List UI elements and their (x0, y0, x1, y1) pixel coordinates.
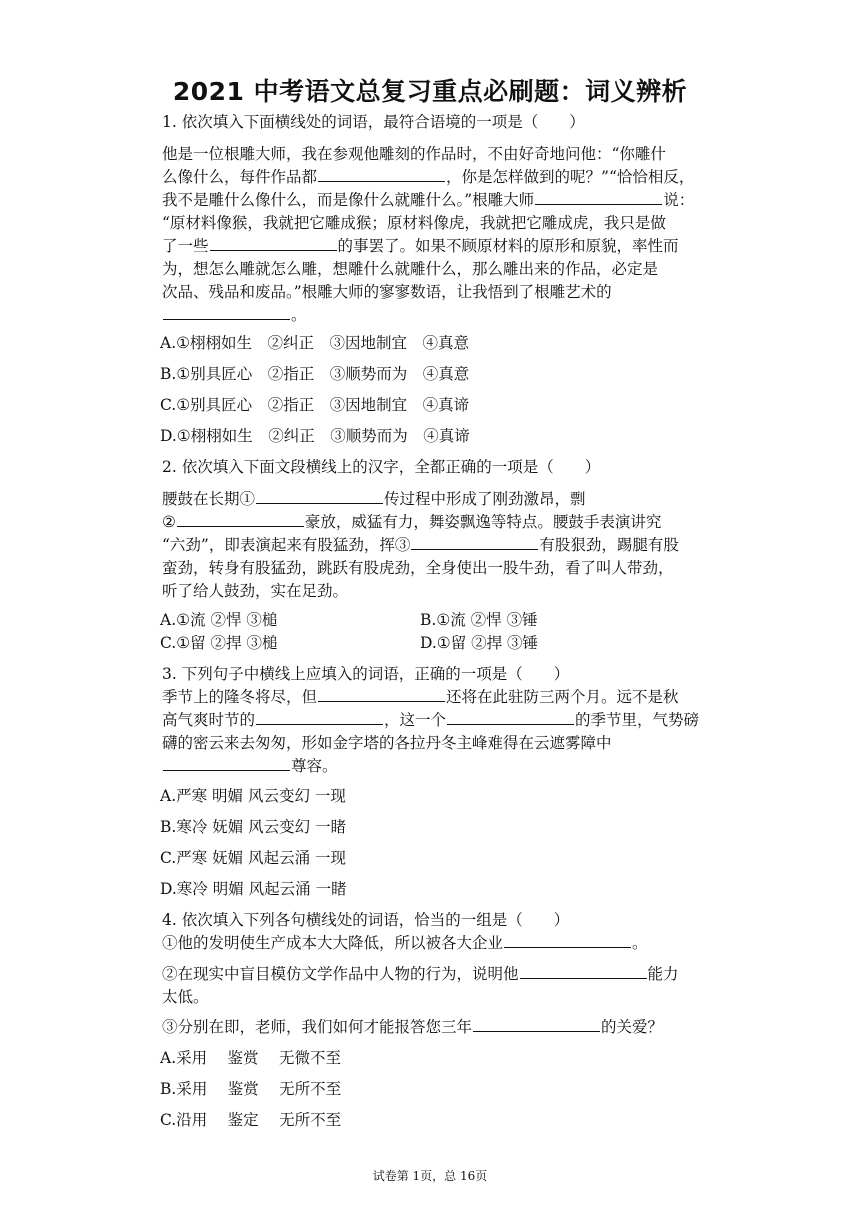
q4-option-a: A.采用 鉴赏 无微不至 (160, 1049, 341, 1067)
q3-line: 季节上的隆冬将尽，但 还将在此驻防三两个月。远不是秋 (162, 685, 679, 709)
q2-option-d: D.①留 ②捍 ③锤 (420, 634, 539, 652)
q1-line: “原材料像猴，我就把它雕成猴；原材料像虎，我就把它雕成虎，我只是做 (162, 214, 666, 232)
page-title: 2021 中考语文总复习重点必刷题：词义辨析 (172, 77, 688, 106)
q3-option-b: B.寒冷 妩媚 风云变幻 一睹 (160, 818, 347, 836)
q1-option-b: B.①别具匠心 ②指正 ③顺势而为 ④真意 (160, 365, 470, 383)
answer-blank (318, 685, 445, 702)
answer-blank (163, 754, 290, 771)
answer-blank (535, 188, 662, 205)
answer-blank (163, 303, 290, 320)
q1-line: 我不是雕什么像什么，而是像什么就雕什么。”根雕大师 说： (162, 188, 694, 212)
q3-line: 尊容。 (162, 754, 338, 778)
q4-line: ③分别在即，老师，我们如何才能报答您三年 的关爱？ (162, 1015, 663, 1039)
answer-blank (318, 165, 445, 182)
q4-line: ②在现实中盲目模仿文学作品中人物的行为，说明他 能力 (162, 962, 679, 986)
q4-option-c: C.沿用 鉴定 无所不至 (160, 1111, 342, 1129)
q4-stem: 4. 依次填入下列各句横线处的词语，恰当的一组是（ ） (162, 911, 570, 929)
q2-line: ② 豪放，威猛有力，舞姿飘逸等特点。腰鼓手表演讲究 (162, 510, 661, 534)
q3-option-d: D.寒冷 明媚 风起云涌 一睹 (160, 880, 347, 898)
q2-line: 腰鼓在长期① 传过程中形成了刚劲激昂，剽 (162, 487, 586, 511)
q1-option-c: C.①别具匠心 ②指正 ③因地制宜 ④真谛 (160, 396, 470, 414)
answer-blank (473, 1015, 600, 1032)
q3-option-c: C.严寒 妩媚 风起云涌 一现 (160, 849, 347, 867)
q1-line: 次品、残品和废品。”根雕大师的寥寥数语，让我悟到了根雕艺术的 (162, 283, 612, 301)
q1-line: 为，想怎么雕就怎么雕，想雕什么就雕什么，那么雕出来的作品，必定是 (162, 260, 659, 278)
q3-line: 礴的密云来去匆匆，形如金字塔的各拉丹冬主峰难得在云遮雾障中 (162, 734, 612, 752)
q4-option-b: B.采用 鉴赏 无所不至 (160, 1080, 342, 1098)
q2-option-b: B.①流 ②悍 ③锤 (420, 611, 538, 629)
q3-option-a: A.严寒 明媚 风云变幻 一现 (160, 787, 346, 805)
q1-option-a: A.①栩栩如生 ②纠正 ③因地制宜 ④真意 (160, 334, 470, 352)
answer-blank (447, 708, 574, 725)
q2-line: “六劲”，即表演起来有股猛劲，挥③ 有股狠劲，踢腿有股 (162, 533, 679, 557)
q1-stem: 1. 依次填入下面横线处的词语，最符合语境的一项是（ ） (162, 113, 585, 131)
q4-line: ①他的发明使生产成本大大降低，所以被各大企业 。 (162, 931, 648, 955)
answer-blank (520, 962, 647, 979)
answer-blank (411, 533, 538, 550)
q2-line: 蛮劲，转身有股猛劲，跳跃有股虎劲，全身使出一股牛劲，看了叫人带劲， (162, 559, 674, 577)
q1-line: 么像什么，每件作品都 ，你是怎样做到的呢？”“恰恰相反， (162, 165, 694, 189)
answer-blank (210, 234, 337, 251)
q2-option-c: C.①留 ②捍 ③槌 (160, 634, 278, 652)
q1-line: 。 (162, 303, 307, 327)
answer-blank (177, 510, 304, 527)
answer-blank (256, 487, 383, 504)
q2-option-a: A.①流 ②悍 ③槌 (160, 611, 278, 629)
page-footer: 试卷第 1页，总 16页 (372, 1169, 488, 1183)
q4-line: 太低。 (162, 988, 209, 1006)
q2-line: 听了给人鼓劲，实在足劲。 (162, 582, 349, 600)
q1-line: 他是一位根雕大师，我在参观他雕刻的作品时，不由好奇地问他：“你雕什 (162, 145, 666, 163)
q1-line: 了一些 的事罢了。如果不顾原材料的原形和原貌，率性而 (162, 234, 679, 258)
q1-option-d: D.①栩栩如生 ②纠正 ③顺势而为 ④真谛 (160, 427, 470, 445)
answer-blank (256, 708, 383, 725)
q3-line: 高气爽时节的 ，这一个 的季节里，气势磅 (162, 708, 699, 732)
q2-stem: 2. 依次填入下面文段横线上的汉字，全都正确的一项是（ ） (162, 458, 601, 476)
q3-stem: 3. 下列句子中横线上应填入的词语，正确的一项是（ ） (162, 665, 570, 683)
answer-blank (504, 931, 631, 948)
